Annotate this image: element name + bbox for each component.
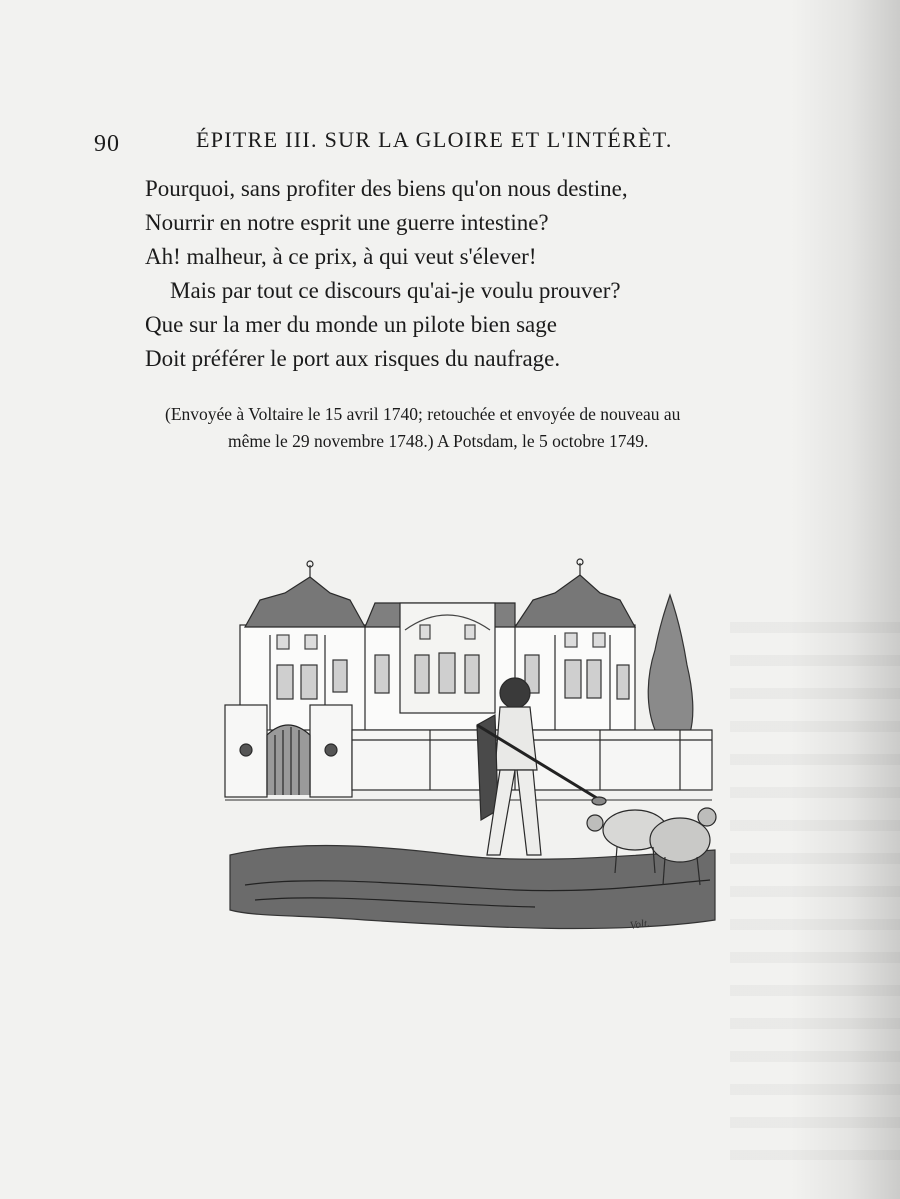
engraving-illustration	[215, 555, 720, 955]
poem-line: Mais par tout ce discours qu'ai-je voulu prouver?	[170, 278, 621, 303]
poem-line: Pourquoi, sans profiter des biens qu'on nous destine,	[145, 176, 628, 201]
poem-line: Que sur la mer du monde un pilote bien sage	[145, 312, 557, 337]
poem-line: Doit préférer le port aux risques du naufrage.	[145, 346, 561, 371]
running-title: ÉPITRE III. SUR LA GLOIRE ET L'INTÉRÈT.	[196, 127, 673, 152]
note-line: (Envoyée à Voltaire le 15 avril 1740; retouchée et envoyée de nouveau au	[165, 404, 681, 424]
dedication-note	[165, 401, 845, 455]
poem-line: Nourrir en notre esprit une guerre intestine?	[145, 210, 549, 235]
palace-shepherd-engraving	[215, 555, 720, 950]
note-line: même le 29 novembre 1748.) A Potsdam, le 5 octobre 1749.	[228, 431, 649, 451]
svg-text:Volt.: Volt.	[629, 917, 651, 933]
page-number: 90	[94, 131, 120, 157]
show-through-text	[730, 600, 900, 1160]
poem-line: Ah! malheur, à ce prix, à qui veut s'élever!	[145, 244, 537, 269]
poem-block	[145, 172, 628, 376]
